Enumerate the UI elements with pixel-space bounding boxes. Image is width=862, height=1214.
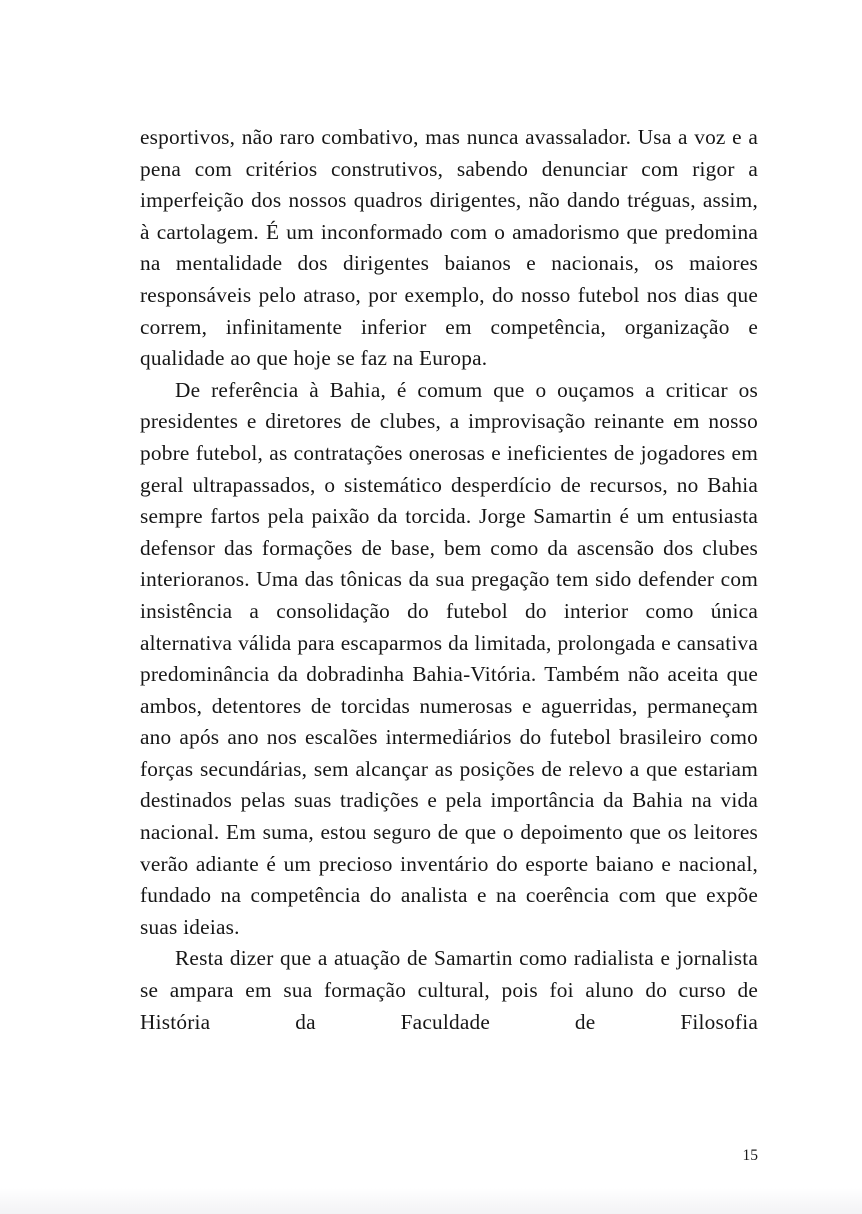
paragraph-2: De referência à Bahia, é comum que o ouçamos a criticar os presidentes e diretores de clubes, a improvisação reinante em nosso pobre futebol, as contratações onerosas e ineficientes de jogadores em geral ultrapassados, o sistemático desperdício de recursos, no Bahia sempre fartos pela paixão da torcida. Jorge Samartin é um entusiasta defensor das formações de base, bem como da ascensão dos clubes interioranos. Uma das tônicas da sua pregação tem sido defender com insistência a consolidação do futebol do interior como única alternativa válida para escaparmos da limitada, prolongada e cansativa predominância da dobradinha Bahia-Vitória. Também não aceita que ambos, detentores de torcidas numerosas e aguerridas, permaneçam ano após ano nos escalões intermediários do futebol brasileiro como forças secundárias, sem alcançar as posições de relevo a que estariam destinados pelas suas tradições e pela importância da Bahia na vida nacional. Em suma, estou seguro de que o depoimento que os leitores verão adiante é um precioso inventário do esporte baiano e nacional, fundado na competência do analista e na coerência com que expõe suas ideias. [140, 377, 758, 939]
paragraph-3: Resta dizer que a atuação de Samartin como radialista e jornalista se ampara em sua formação cultural, pois foi aluno do curso de História da Faculdade de Filosofia [140, 946, 758, 1034]
page-number: 15 [742, 1147, 758, 1164]
page-text-block [140, 122, 758, 1070]
paragraph-1: esportivos, não raro combativo, mas nunca avassalador. Usa a voz e a pena com critérios construtivos, sabendo denunciar com rigor a imperfeição dos nossos quadros dirigentes, não dando tréguas, assim, à cartolagem. É um inconformado com o amadorismo que predomina na mentalidade dos dirigentes baianos e nacionais, os maiores responsáveis pelo atraso, por exemplo, do nosso futebol nos dias que correm, infinitamente inferior em competência, organização e qualidade ao que hoje se faz na Europa. [140, 125, 758, 371]
page-edge-shading [0, 1188, 862, 1214]
